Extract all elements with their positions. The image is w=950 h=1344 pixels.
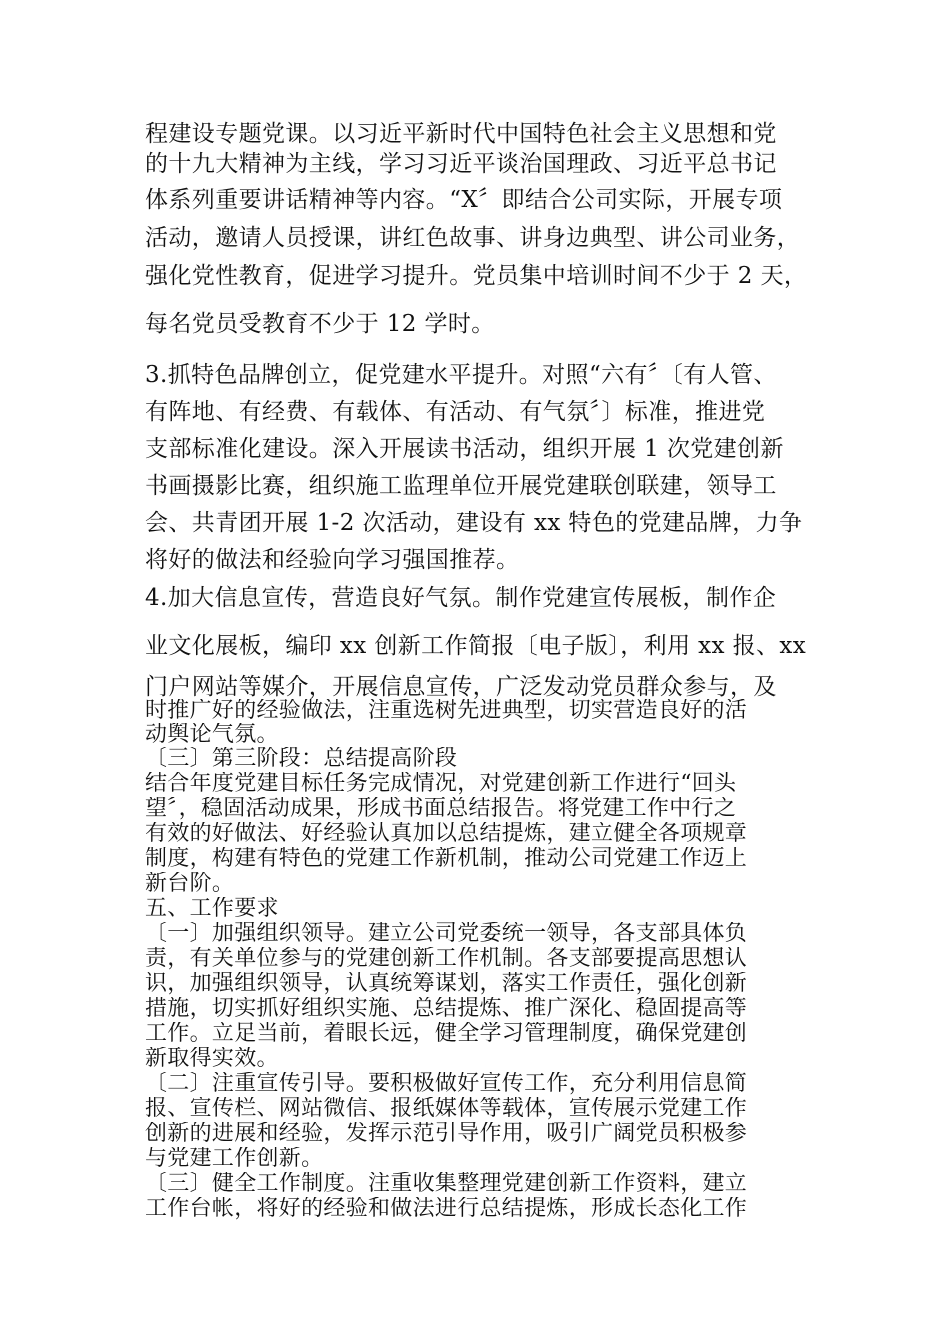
paragraph-line: 识，加强组织领导，认真统筹谋划，落实工作责任，强化创新 xyxy=(145,972,748,996)
paragraph-line: 〔三〕健全工作制度。注重收集整理党建创新工作资料，建立 xyxy=(145,1172,748,1196)
paragraph-line: 工作。立足当前，着眼长远，健全学习管理制度，确保党建创 xyxy=(145,1022,748,1046)
paragraph-line: 书画摄影比赛，组织施工监理单位开展党建联创联建，领导工 xyxy=(145,473,777,499)
paragraph-line: 程建设专题党课。以习近平新时代中国特色社会主义思想和党 xyxy=(145,121,777,147)
paragraph-line: 有阵地、有经费、有载体、有活动、有气氛〞〕标准，推进党 xyxy=(145,399,766,425)
paragraph-line: 4.加大信息宣传，营造良好气氛。制作党建宣传展板，制作企 xyxy=(145,585,777,611)
paragraph-line: 强化党性教育，促进学习提升。党员集中培训时间不少于 2 天， xyxy=(145,263,808,289)
paragraph-line: 工作台帐，将好的经验和做法进行总结提炼，形成长态化工作 xyxy=(145,1197,748,1221)
paragraph-line: 活动，邀请人员授课，讲红色故事、讲身边典型、讲公司业务， xyxy=(145,225,801,251)
paragraph-line: 〔一〕加强组织领导。建立公司党委统一领导，各支部具体负 xyxy=(145,922,748,946)
paragraph-line: 〔二〕注重宣传引导。要积极做好宣传工作，充分利用信息简 xyxy=(145,1072,748,1096)
paragraph-line: 3.抓特色品牌创立，促党建水平提升。对照“六有〞〔有人管、 xyxy=(145,362,777,388)
paragraph-line: 会、共青团开展 1-2 次活动，建设有 xx 特色的党建品牌，力争 xyxy=(145,510,803,536)
paragraph-line: 责，有关单位参与的党建创新工作机制。各支部要提高思想认 xyxy=(145,947,748,971)
paragraph-line: 与党建工作创新。 xyxy=(145,1147,324,1171)
paragraph-line: 将好的做法和经验向学习强国推荐。 xyxy=(145,547,520,573)
paragraph-line: 新台阶。 xyxy=(145,872,235,896)
paragraph-line: 新取得实效。 xyxy=(145,1047,279,1071)
paragraph-line: 的十九大精神为主线，学习习近平谈治国理政、习近平总书记 xyxy=(145,151,777,177)
paragraph-line: 每名党员受教育不少于 12 学时。 xyxy=(145,311,495,337)
paragraph-line: 有效的好做法、好经验认真加以总结提炼，建立健全各项规章 xyxy=(145,822,748,846)
paragraph-line: 制度，构建有特色的党建工作新机制，推动公司党建工作迈上 xyxy=(145,847,748,871)
paragraph-line: 门户网站等媒介，开展信息宣传，广泛发动党员群众参与，及 xyxy=(145,674,777,700)
section-heading: 五、工作要求 xyxy=(145,897,279,921)
paragraph-line: 体系列重要讲话精神等内容。“X〞即结合公司实际，开展专项 xyxy=(145,187,783,213)
paragraph-line: 望〞，稳固活动成果，形成书面总结报告。将党建工作中行之 xyxy=(145,797,737,821)
paragraph-line: 创新的进展和经验，发挥示范引导作用，吸引广阔党员积极参 xyxy=(145,1122,748,1146)
section-heading: 〔三〕第三阶段：总结提高阶段 xyxy=(145,747,458,771)
paragraph-line: 支部标准化建设。深入开展读书活动，组织开展 1 次党建创新 xyxy=(145,436,784,462)
paragraph-line: 报、宣传栏、网站微信、报纸媒体等载体，宣传展示党建工作 xyxy=(145,1097,748,1121)
paragraph-line: 时推广好的经验做法，注重选树先进典型，切实营造良好的活 xyxy=(145,699,748,723)
paragraph-line: 措施，切实抓好组织实施、总结提炼、推广深化、稳固提高等 xyxy=(145,997,748,1021)
paragraph-line: 动舆论气氛。 xyxy=(145,723,279,747)
paragraph-line: 结合年度党建目标任务完成情况，对党建创新工作进行“回头 xyxy=(145,772,737,796)
paragraph-line: 业文化展板，编印 xx 创新工作简报〔电子版〕，利用 xx 报、xx xyxy=(145,633,807,659)
